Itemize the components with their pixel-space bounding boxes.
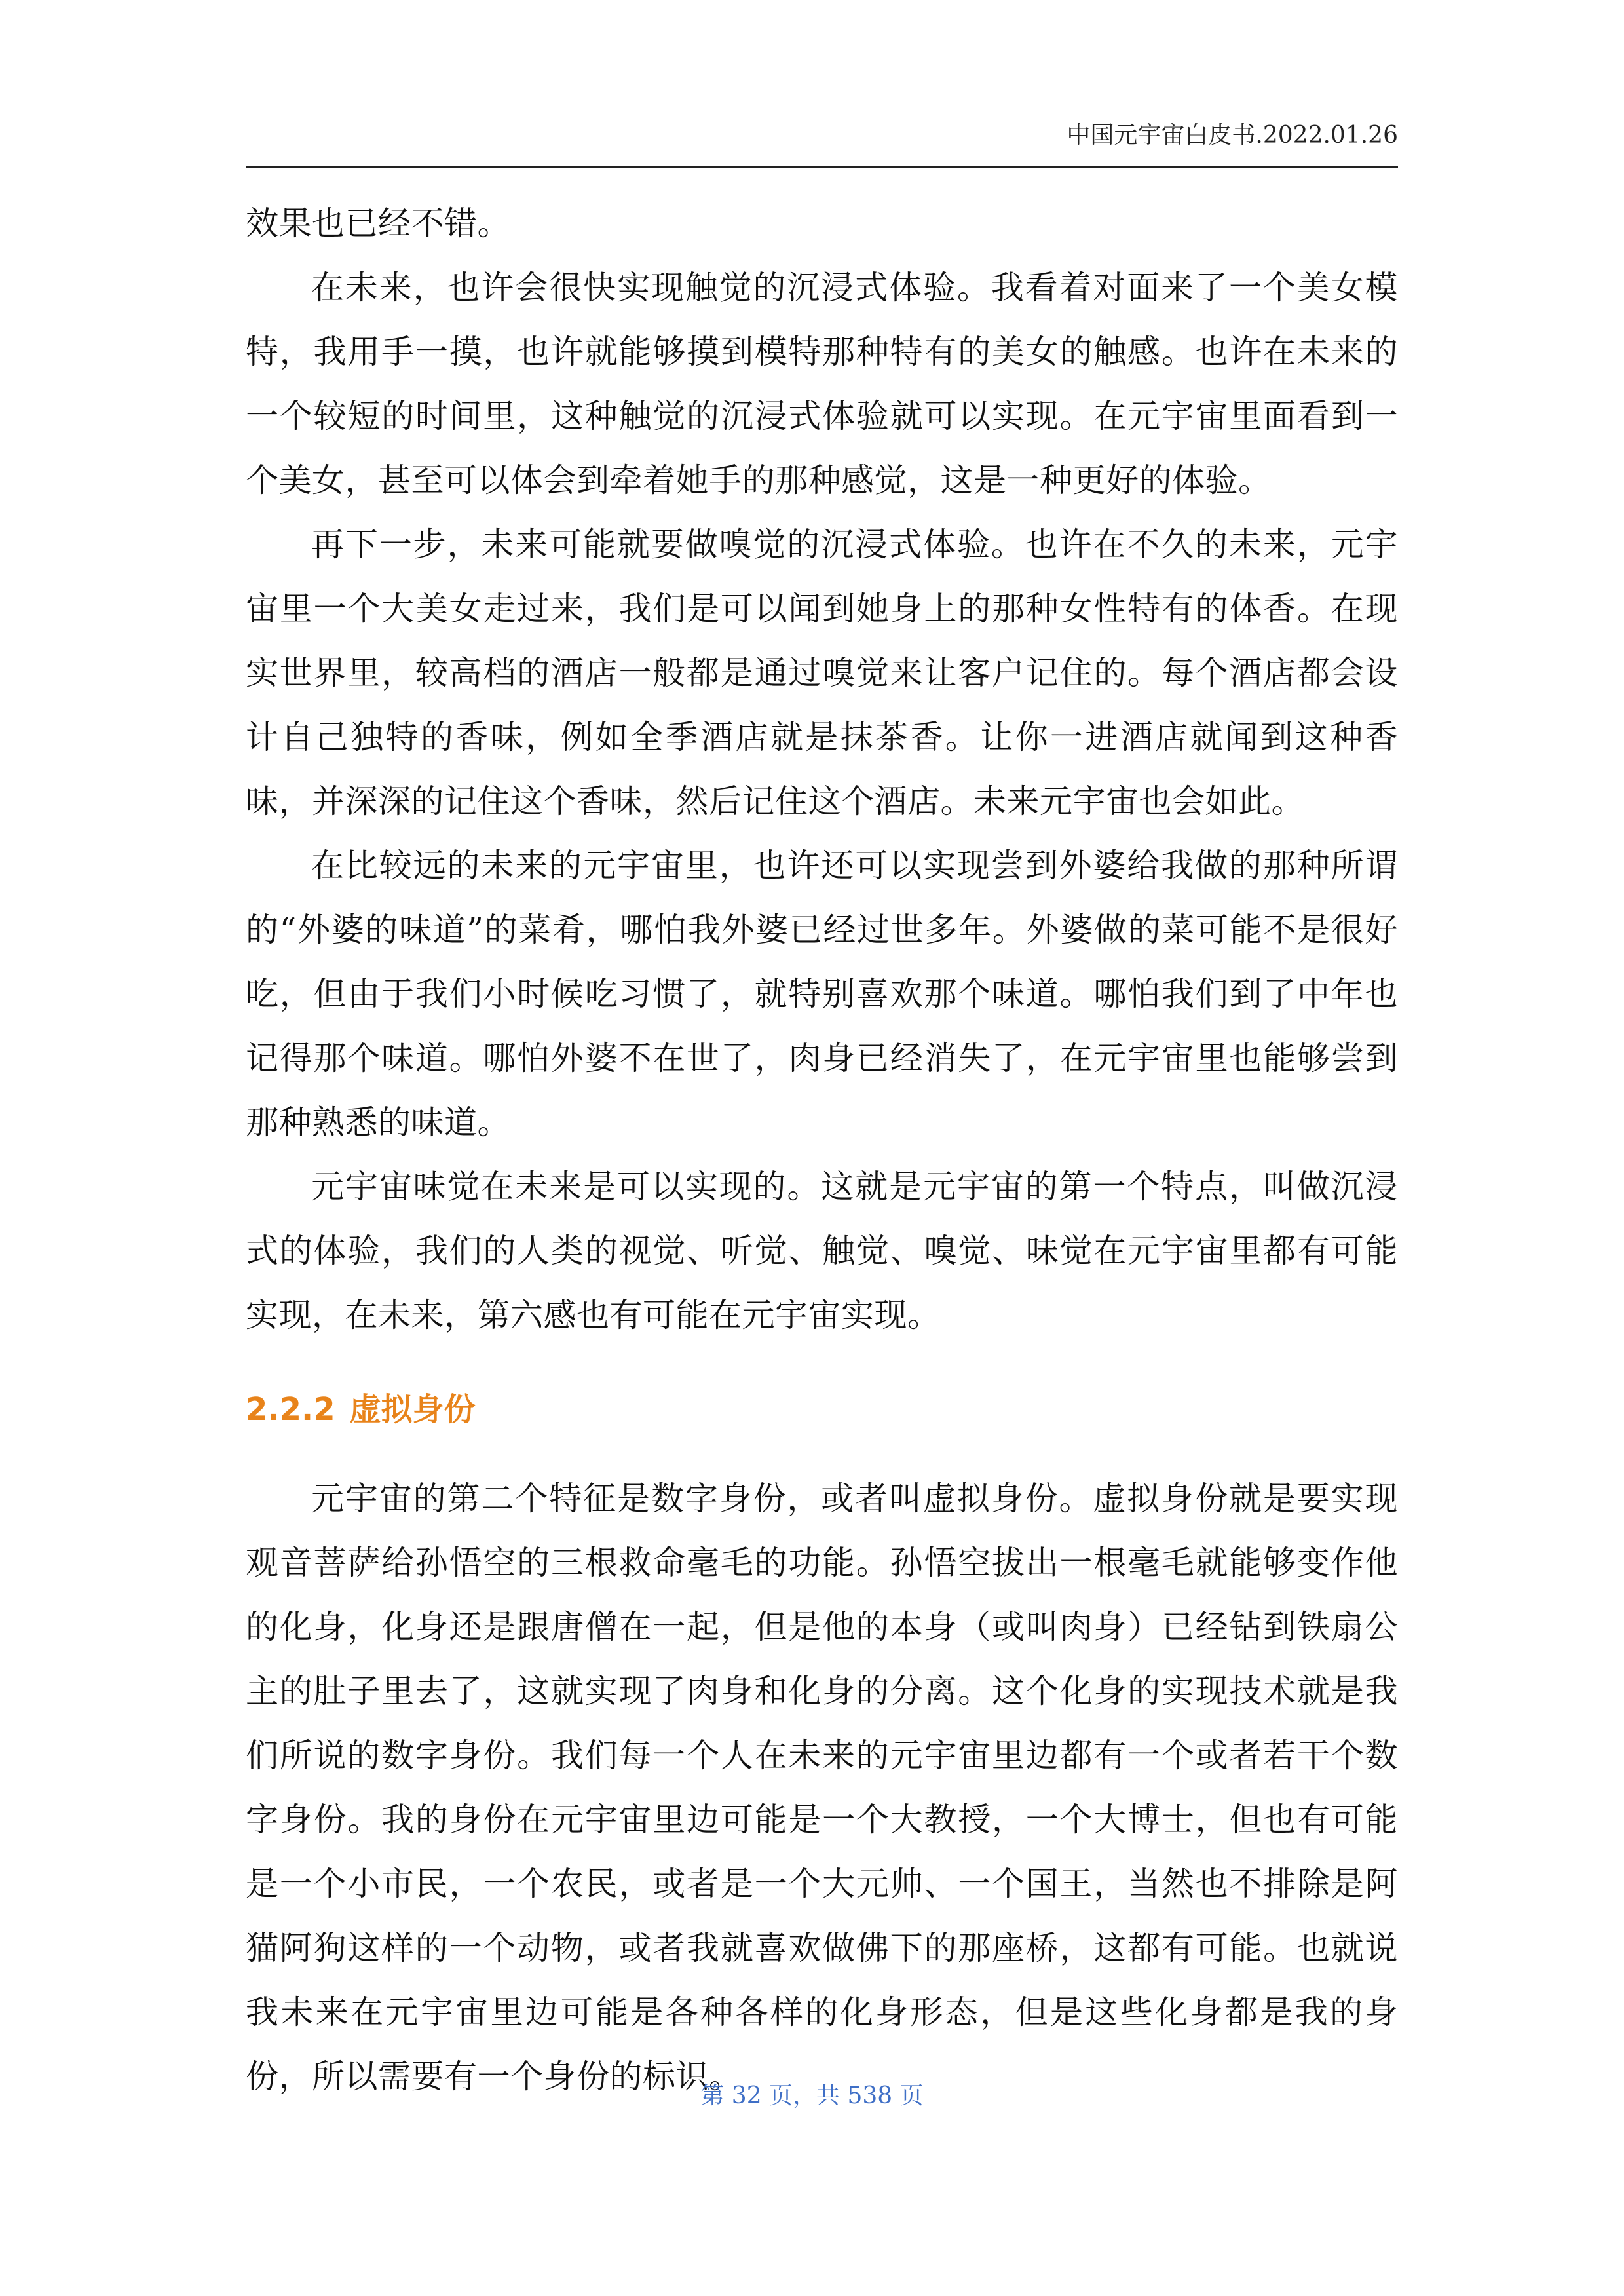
section-heading — [246, 1377, 1398, 1442]
running-header: 中国元宇宙白皮书.2022.01.26 — [1067, 122, 1398, 149]
paragraph: 在比较远的未来的元宇宙里，也许还可以实现尝到外婆给我做的那种所谓的“外婆的味道”的菜肴，哪怕我外婆已经过世多年。外婆做的菜可能不是很好吃，但由于我们小时候吃习惯了，就特别喜欢那个味道。哪怕我们到了中年也记得那个味道。哪怕外婆不在世了，肉身已经消失了，在元宇宙里也能够尝到那种熟悉的味道。 — [246, 847, 1398, 1141]
header-divider — [246, 166, 1398, 168]
page-body — [246, 191, 1398, 2109]
page-number-footer: 第 32 页，共 538 页 — [700, 2082, 924, 2109]
section-number: 2.2.2 — [246, 1391, 335, 1428]
paragraph: 再下一步，未来可能就要做嗅觉的沉浸式体验。也许在不久的未来，元宇宙里一个大美女走过来，我们是可以闻到她身上的那种女性特有的体香。在现实世界里，较高档的酒店一般都是通过嗅觉来让客户记住的。每个酒店都会设计自己独特的香味，例如全季酒店就是抹茶香。让你一进酒店就闻到这种香味，并深深的记住这个香味，然后记住这个酒店。未来元宇宙也会如此。 — [246, 526, 1398, 820]
paragraph: 元宇宙的第二个特征是数字身份，或者叫虚拟身份。虚拟身份就是要实现观音菩萨给孙悟空的三根救命毫毛的功能。孙悟空拔出一根毫毛就能够变作他的化身，化身还是跟唐僧在一起，但是他的本身（或叫肉身）已经钻到铁扇公主的肚子里去了，这就实现了肉身和化身的分离。这个化身的实现技术就是我们所说的数字身份。我们每一个人在未来的元宇宙里边都有一个或者若干个数字身份。我的身份在元宇宙里边可能是一个大教授，一个大博士，但也有可能是一个小市民，一个农民，或者是一个大元帅、一个国王，当然也不排除是阿猫阿狗这样的一个动物，或者我就喜欢做佛下的那座桥，这都有可能。也就说我未来在元宇宙里边可能是各种各样的化身形态，但是这些化身都是我的身份，所以需要有一个身份的标识。 — [246, 1480, 1398, 2095]
paragraph: 在未来，也许会很快实现触觉的沉浸式体验。我看着对面来了一个美女模特，我用手一摸，也许就能够摸到模特那种特有的美女的触感。也许在未来的一个较短的时间里，这种触觉的沉浸式体验就可以实现。在元宇宙里面看到一个美女，甚至可以体会到牵着她手的那种感觉，这是一种更好的体验。 — [246, 269, 1398, 499]
paragraph: 效果也已经不错。 — [246, 204, 510, 242]
paragraph: 元宇宙味觉在未来是可以实现的。这就是元宇宙的第一个特点，叫做沉浸式的体验，我们的人类的视觉、听觉、触觉、嗅觉、味觉在元宇宙里都有可能实现，在未来，第六感也有可能在元宇宙实现。 — [246, 1168, 1398, 1334]
section-title: 虚拟身份 — [349, 1391, 476, 1428]
